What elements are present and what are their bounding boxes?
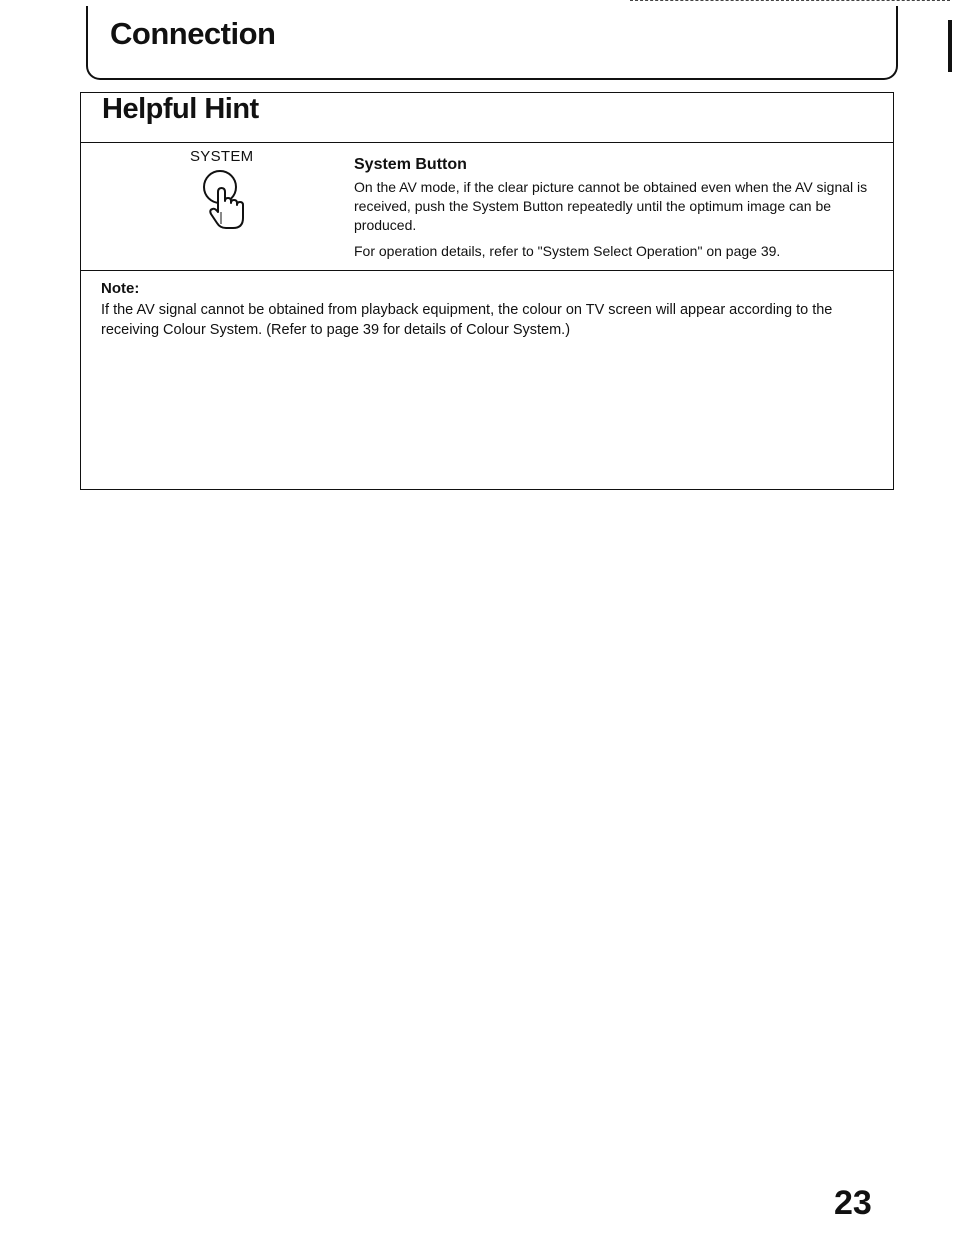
system-button-heading: System Button xyxy=(354,156,467,173)
note-body: If the AV signal cannot be obtained from playback equipment, the colour on TV screen will appear according to the receiving Colour System. (Refer to page 39 for details of Colour System.) xyxy=(101,302,833,338)
helpful-hint-title: Helpful Hint xyxy=(102,93,259,125)
page-edge-mark xyxy=(948,20,952,72)
system-button-reference: For operation details, refer to "System Select Operation" on page 39. xyxy=(354,243,781,259)
system-button-label: SYSTEM xyxy=(190,148,254,165)
system-button-description: On the AV mode, if the clear picture cannot be obtained even when the AV signal is received, push the System Button repeatedly until the optimum image can be produced. xyxy=(354,179,868,233)
note-heading: Note: xyxy=(101,280,140,297)
hint-note-divider xyxy=(80,270,894,271)
page-number: 23 xyxy=(834,1184,872,1222)
finger-press-button-icon xyxy=(198,168,248,232)
scan-artifact xyxy=(630,0,950,5)
hint-title-divider xyxy=(80,142,894,143)
section-title: Connection xyxy=(110,16,276,51)
